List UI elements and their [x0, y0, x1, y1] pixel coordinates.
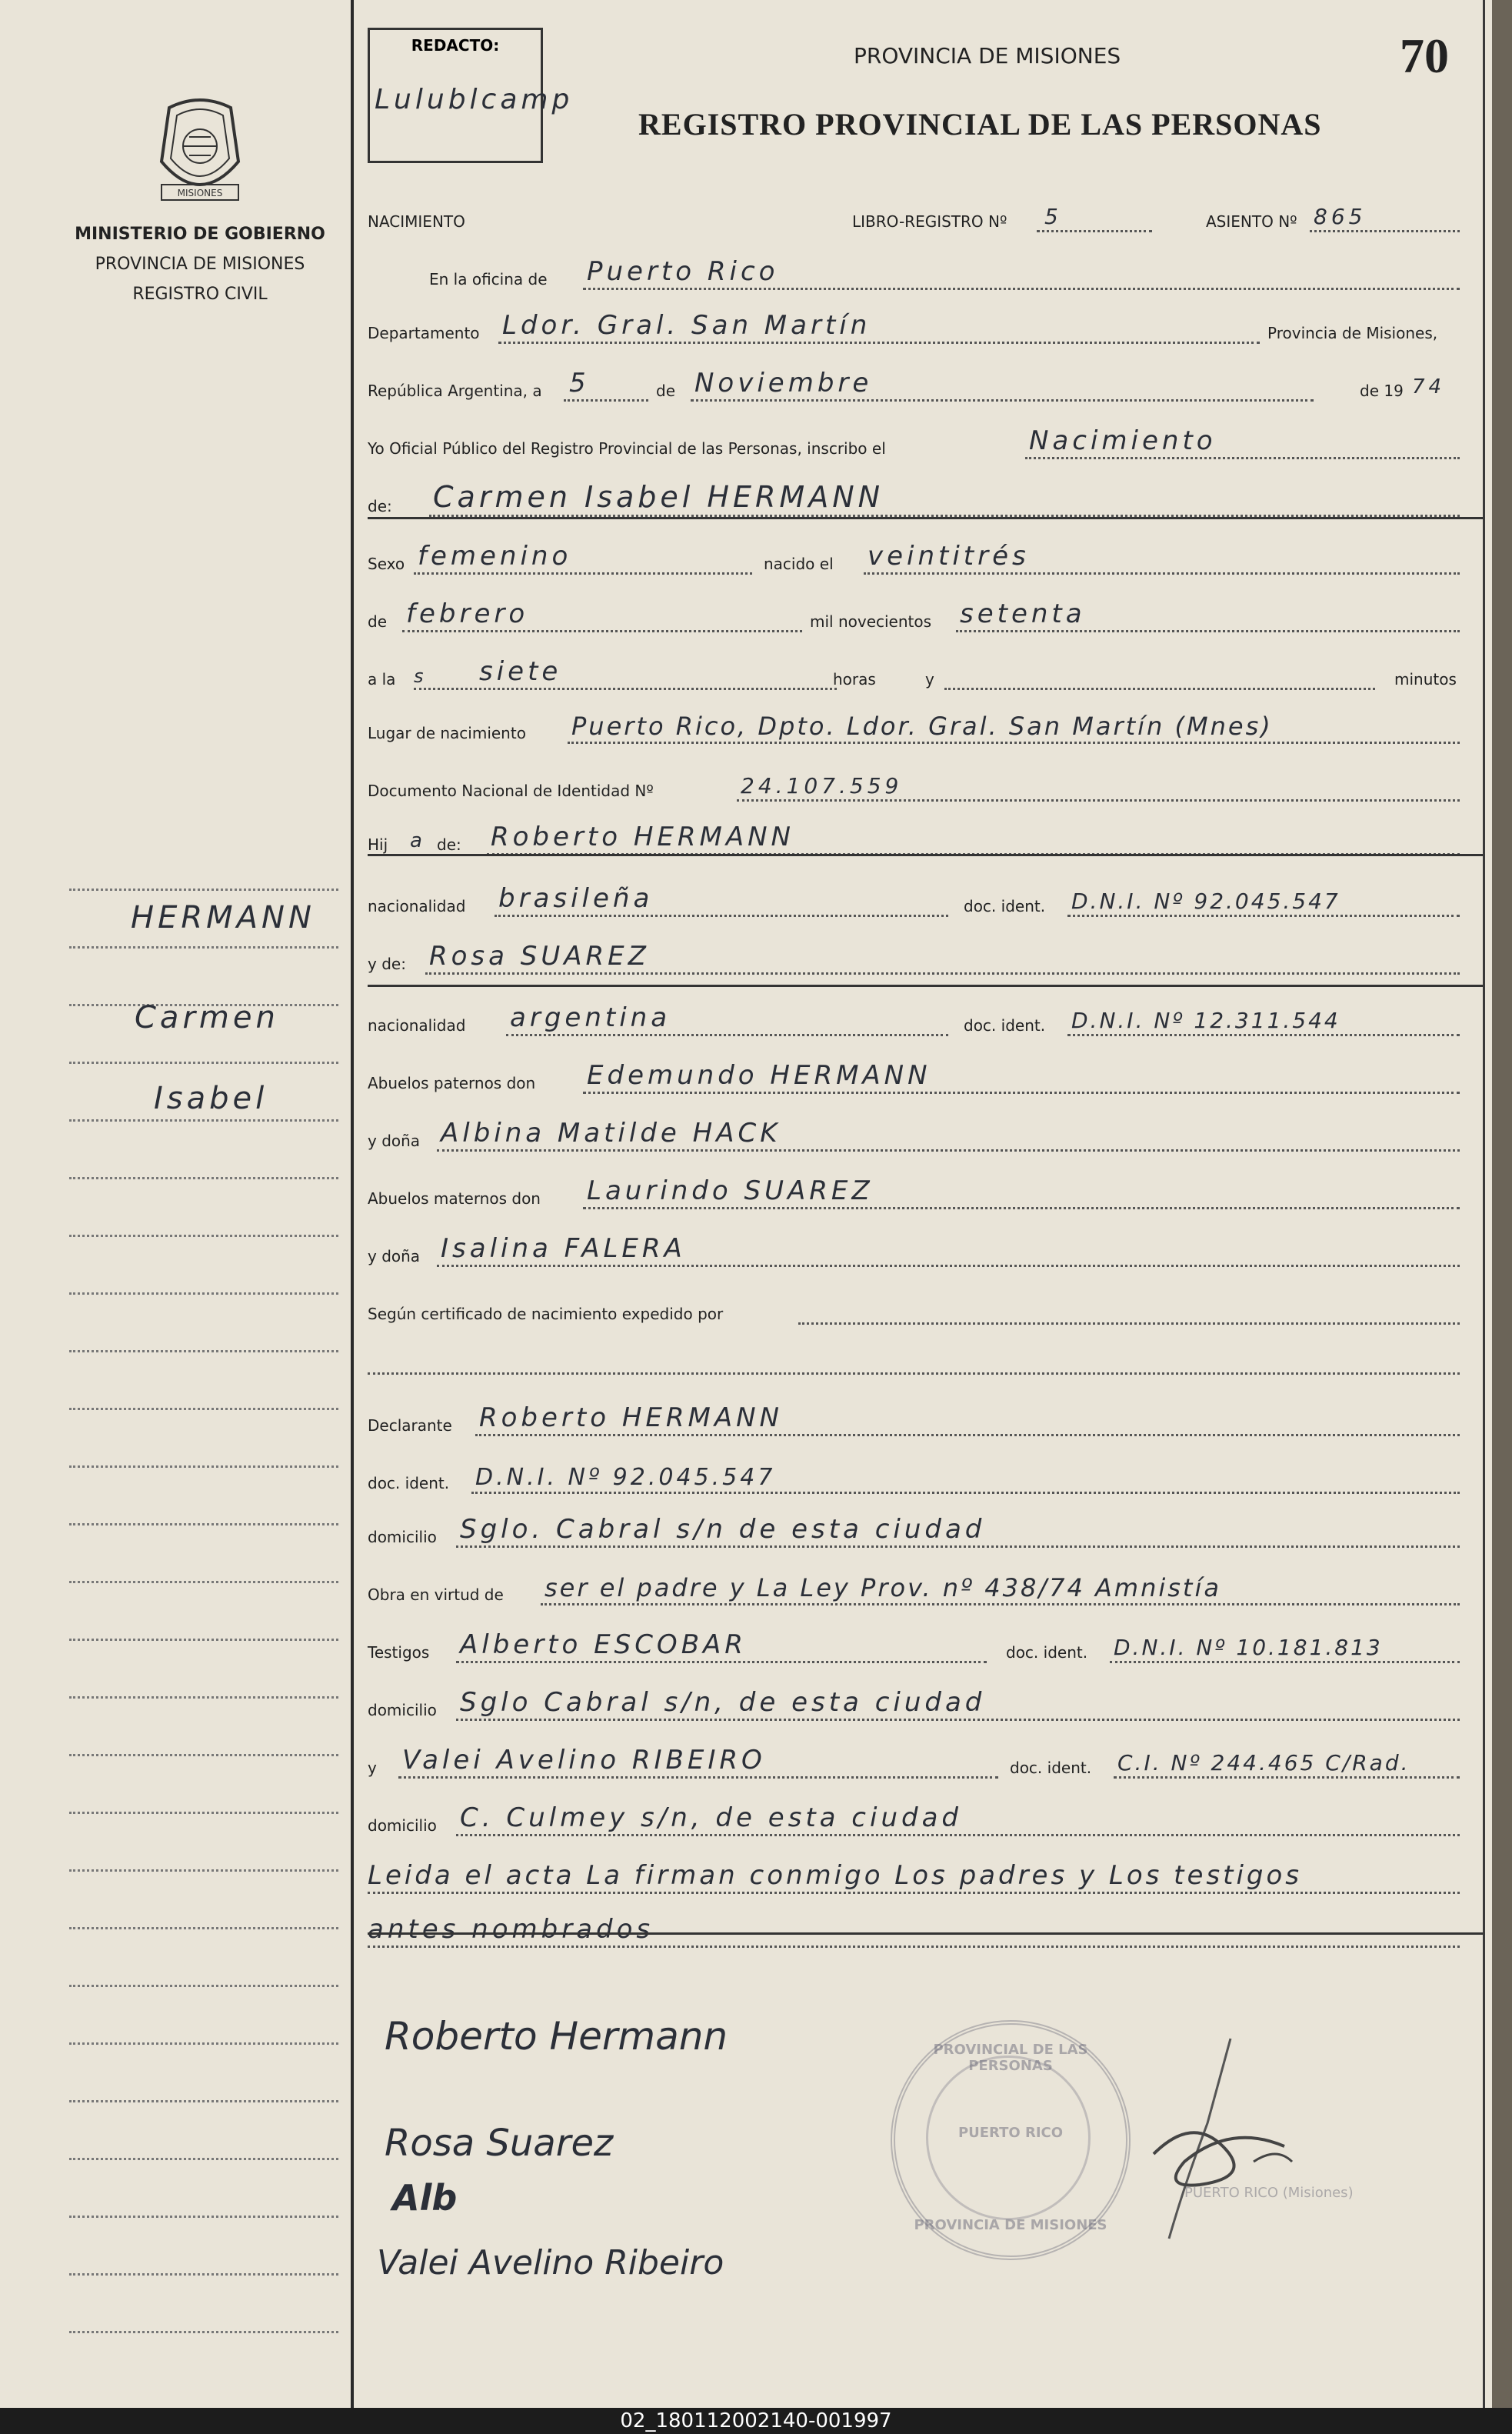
margin-line [69, 2042, 338, 2045]
domt2-label: domicilio [368, 1816, 437, 1835]
lugar-value: Puerto Rico, Dpto. Ldor. Gral. San Martín (Mnes) [571, 712, 1273, 741]
de3-label: de [368, 612, 387, 631]
dots [437, 1265, 1460, 1267]
margin-line [69, 1350, 338, 1352]
row-lugar [368, 704, 1483, 750]
margin-line [69, 1119, 338, 1122]
doct2-value: C.I. Nº 244.465 C/Rad. [1117, 1750, 1410, 1775]
dots [456, 1545, 1460, 1548]
row-domicilio-t1 [368, 1681, 1483, 1727]
stamp-top-text: PROVINCIAL DE LAS PERSONAS [933, 2042, 1088, 2074]
row-antes [368, 1908, 1483, 1954]
nombre-value: Carmen Isabel HERMANN [433, 480, 884, 514]
obra-value: ser el padre y La Ley Prov. nº 438/74 Amnistía [545, 1573, 1221, 1602]
dots [1110, 1661, 1460, 1663]
antes-value: antes nombrados [368, 1914, 654, 1945]
stamp-mid-text: PUERTO RICO [957, 2125, 1064, 2141]
row-sexo [368, 535, 1483, 581]
nac1-value: brasileña [498, 883, 654, 914]
margin-line [69, 1639, 338, 1641]
page-edge [1492, 0, 1512, 2408]
row-abuelos-maternos [368, 1169, 1483, 1215]
abpat-value: Edemundo HERMANN [587, 1060, 931, 1091]
y-label: y [925, 670, 934, 689]
row-segun-cont [368, 1335, 1483, 1381]
domicilio-label: domicilio [368, 1528, 437, 1546]
row-abuela-paterna [368, 1112, 1483, 1158]
dots [475, 1434, 1460, 1436]
row-madre [368, 935, 1483, 981]
dots [437, 1149, 1460, 1152]
row-leida [368, 1854, 1483, 1900]
page-number: 70 [1400, 28, 1449, 83]
hija-value: a [410, 829, 426, 852]
declarante-label: Declarante [368, 1416, 452, 1435]
margin-line [69, 1177, 338, 1179]
row-dni [368, 762, 1483, 808]
leida-value: Leida el acta La firman conmigo Los padres y Los testigos [368, 1860, 1303, 1891]
oficina-label: En la oficina de [429, 270, 548, 288]
province-heading: PROVINCIA DE MISIONES [854, 43, 1121, 68]
margin-line [69, 2331, 338, 2333]
doct1-label: doc. ident. [1006, 1643, 1088, 1662]
obra-label: Obra en virtud de [368, 1585, 504, 1604]
y2-label: y [368, 1759, 377, 1777]
dots [398, 1776, 998, 1779]
departamento-value: Ldor. Gral. San Martín [502, 310, 871, 341]
sexo-label: Sexo [368, 555, 405, 573]
abpat2-value: Albina Matilde HACK [441, 1118, 781, 1149]
dots [564, 399, 648, 402]
testigo2-value: Valei Avelino RIBEIRO [402, 1745, 766, 1775]
row-libro [368, 192, 1483, 238]
ydemadre-label: y de: [368, 955, 406, 973]
horas-label: horas [833, 670, 876, 689]
row-testigo1 [368, 1623, 1483, 1669]
row-fecha [368, 362, 1483, 408]
doc2-value: D.N.I. Nº 12.311.544 [1071, 1008, 1340, 1033]
row-segun [368, 1285, 1483, 1331]
margin-line [69, 1581, 338, 1583]
dots [864, 572, 1460, 575]
margin-line [69, 2273, 338, 2276]
dots [541, 1603, 1460, 1605]
dots [402, 630, 802, 632]
dots [471, 1492, 1460, 1494]
row-declarante-doc [368, 1454, 1483, 1500]
margin-line [69, 2100, 338, 2102]
dots [368, 1892, 1460, 1894]
nacimiento-label: NACIMIENTO [368, 212, 465, 231]
inscribo-value: Nacimiento [1029, 425, 1217, 456]
dots [1067, 915, 1460, 917]
rule [368, 985, 1483, 987]
redacto-signature: Lulublcamp [375, 84, 574, 115]
padre-value: Roberto HERMANN [491, 822, 794, 852]
dots [414, 688, 837, 690]
margin-line [69, 889, 338, 891]
row-domicilio-t2 [368, 1796, 1483, 1842]
provincial-seal-icon [146, 92, 254, 215]
ministry-block [46, 92, 354, 304]
dots [583, 1207, 1460, 1209]
margin-line [69, 1812, 338, 1814]
margin-line [69, 946, 338, 949]
doc2-label: doc. ident. [964, 1016, 1046, 1035]
row-oficina [368, 250, 1483, 296]
dots [495, 915, 948, 917]
dots [568, 742, 1460, 744]
margin-line [69, 1292, 338, 1295]
margin-first-name: Carmen [135, 1000, 279, 1035]
margin-line [69, 1465, 338, 1468]
secondary-stamp: PUERTO RICO (Misiones) [1184, 2185, 1354, 2201]
signature-mother: Rosa Suarez [385, 2122, 614, 2165]
row-abuelos-paternos [368, 1054, 1483, 1100]
segun-label: Según certificado de nacimiento expedido por [368, 1305, 724, 1323]
hija-label-pre: Hij [368, 835, 388, 854]
image-caption: 02_180112002140-001997 [620, 2409, 892, 2432]
domicilio-value: Sglo. Cabral s/n de esta ciudad [460, 1514, 986, 1545]
hija-label-post: de: [437, 835, 461, 854]
domt1-value: Sglo Cabral s/n, de esta ciudad [460, 1687, 986, 1718]
nacido-value: veintitrés [868, 541, 1030, 572]
testigo1-value: Alberto ESCOBAR [460, 1629, 747, 1660]
ministry-province: PROVINCIA DE MISIONES [95, 255, 305, 274]
testigos-label: Testigos [368, 1643, 430, 1662]
ydona1-label: y doña [368, 1132, 421, 1150]
margin-line [69, 1408, 338, 1410]
abmat-value: Laurindo SUAREZ [587, 1175, 874, 1206]
dots [1114, 1776, 1460, 1779]
dots [737, 799, 1460, 802]
dots [368, 1372, 1460, 1375]
libro-label: LIBRO-REGISTRO Nº [852, 212, 1007, 231]
horas-value: siete [479, 656, 562, 687]
anio-nac-value: setenta [960, 598, 1086, 629]
abmat2-value: Isalina FALERA [441, 1233, 686, 1264]
declarante-value: Roberto HERMANN [479, 1402, 783, 1433]
dots [1025, 457, 1460, 459]
signature-witness1: Alb [392, 2177, 458, 2219]
oficial-text: Yo Oficial Público del Registro Provincial de las Personas, inscribo el [368, 439, 886, 458]
dots [506, 1034, 948, 1036]
row-testigo2 [368, 1739, 1483, 1785]
minutos-label: minutos [1394, 670, 1457, 689]
oficina-value: Puerto Rico [587, 256, 779, 287]
dots [456, 1834, 1460, 1836]
official-signature-icon [1138, 2031, 1307, 2262]
dots [1067, 1034, 1460, 1036]
docident-label: doc. ident. [368, 1474, 450, 1492]
row-mes-nac [368, 592, 1483, 639]
de-label: de [656, 382, 675, 400]
row-declarante [368, 1396, 1483, 1442]
dots [456, 1661, 987, 1663]
nacido-label: nacido el [764, 555, 834, 573]
registry-title: REGISTRO PROVINCIAL DE LAS PERSONAS [638, 107, 1322, 142]
dots [425, 972, 1460, 975]
mes-nac-value: febrero [406, 598, 529, 629]
ministry-registry: REGISTRO CIVIL [132, 285, 268, 304]
ydona2-label: y doña [368, 1247, 421, 1265]
seal-bottom-text: MISIONES [177, 188, 223, 198]
rule [368, 517, 1483, 519]
doc1-label: doc. ident. [964, 897, 1046, 915]
dia-value: 5 [569, 368, 590, 398]
republica-label: República Argentina, a [368, 382, 542, 400]
redacto-label: REDACTO: [411, 36, 500, 55]
row-nombre [368, 477, 1483, 523]
row-obra [368, 1565, 1483, 1612]
margin-line [69, 1985, 338, 1987]
domt2-value: C. Culmey s/n, de esta ciudad [460, 1802, 962, 1833]
doc1-value: D.N.I. Nº 92.045.547 [1071, 889, 1340, 914]
row-abuela-materna [368, 1227, 1483, 1273]
redacto-box [368, 28, 574, 163]
dots [798, 1322, 1460, 1325]
rule [368, 854, 1483, 856]
dots [583, 1092, 1460, 1094]
margin-line [69, 1869, 338, 1872]
dots [456, 1719, 1460, 1721]
abmat-label: Abuelos maternos don [368, 1189, 541, 1208]
dots [368, 1946, 1460, 1948]
margin-line [69, 1754, 338, 1756]
alas-label: a la [368, 670, 396, 689]
dots [691, 399, 1314, 402]
abpat-label: Abuelos paternos don [368, 1074, 536, 1092]
dots [498, 342, 1260, 344]
lugar-label: Lugar de nacimiento [368, 724, 526, 742]
sexo-value: femenino [418, 541, 572, 572]
margin-surname: HERMANN [131, 900, 315, 935]
margin-line [69, 1523, 338, 1525]
domt1-label: domicilio [368, 1701, 437, 1719]
alas-s: s [414, 665, 428, 687]
stamp-bottom-text: PROVINCIA DE MISIONES [914, 2217, 1107, 2233]
dots [583, 288, 1460, 290]
margin-line [69, 1927, 338, 1929]
de2-label: de: [368, 497, 392, 515]
nac1-label: nacionalidad [368, 897, 466, 915]
row-hora [368, 650, 1483, 696]
dots [414, 572, 752, 575]
row-nac-padre [368, 877, 1483, 923]
row-domicilio [368, 1508, 1483, 1554]
margin-line [69, 2158, 338, 2160]
right-rule [1483, 0, 1485, 2408]
anio-value: 74 [1412, 375, 1446, 398]
dots [944, 688, 1375, 690]
nac2-value: argentina [510, 1002, 671, 1033]
nac2-label: nacionalidad [368, 1016, 466, 1035]
margin-line [69, 1696, 338, 1699]
mes-value: Noviembre [694, 368, 873, 398]
asiento-label: ASIENTO Nº [1206, 212, 1297, 231]
margin-line [69, 1062, 338, 1064]
doct2-label: doc. ident. [1010, 1759, 1092, 1777]
libro-value: 5 [1044, 204, 1062, 229]
departamento-label: Departamento [368, 324, 480, 342]
official-stamp [891, 2020, 1131, 2260]
dots [1037, 230, 1152, 232]
margin-line [69, 1235, 338, 1237]
row-oficial [368, 419, 1483, 465]
madre-value: Rosa SUAREZ [429, 941, 650, 972]
margin-rule [351, 0, 354, 2408]
signature-father: Roberto Hermann [385, 2014, 728, 2059]
rule [368, 1932, 1483, 1935]
ministry-name: MINISTERIO DE GOBIERNO [75, 225, 325, 244]
doct1-value: D.N.I. Nº 10.181.813 [1114, 1635, 1383, 1660]
signature-witness2: Valei Avelino Ribeiro [377, 2243, 724, 2282]
row-nac-madre [368, 996, 1483, 1042]
provincia-label: Provincia de Misiones, [1267, 324, 1438, 342]
dots [1310, 230, 1460, 232]
margin-second-name: Isabel [154, 1081, 268, 1116]
row-departamento [368, 304, 1483, 350]
asiento-value: 865 [1314, 204, 1367, 229]
dots [956, 630, 1460, 632]
mil-label: mil novecientos [810, 612, 932, 631]
dni-value: 24.107.559 [741, 773, 903, 799]
margin-line [69, 2216, 338, 2218]
dni-label: Documento Nacional de Identidad Nº [368, 782, 654, 800]
anio-label: de 19 [1360, 382, 1404, 400]
docident-value: D.N.I. Nº 92.045.547 [475, 1464, 776, 1491]
